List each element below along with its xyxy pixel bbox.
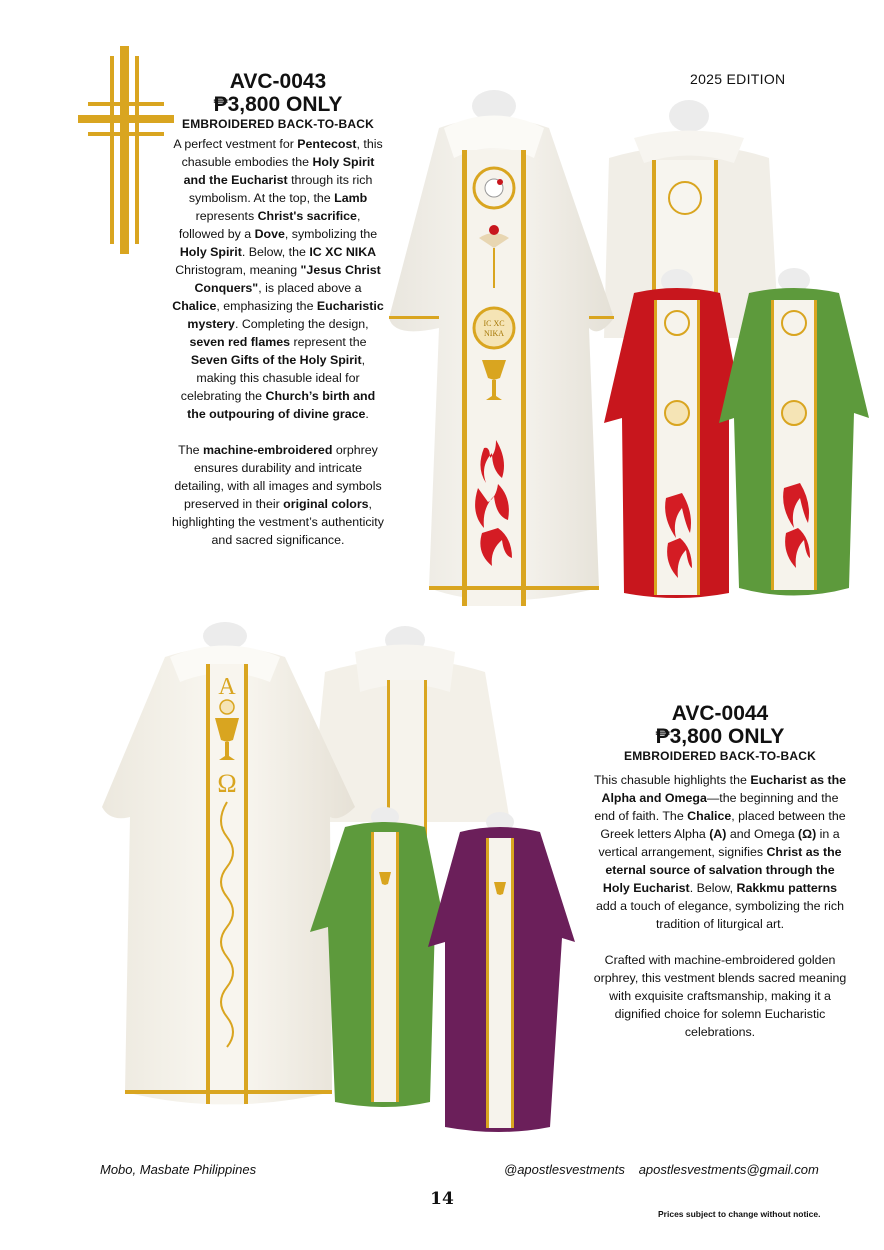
body-text: This chasuble highlights the bbox=[593, 773, 751, 787]
product-1-desc-para-1 bbox=[172, 135, 384, 423]
product-2-photo bbox=[100, 622, 580, 1162]
emphasis-text: Seven Gifts of the Holy Spirit bbox=[190, 353, 362, 367]
body-text: The bbox=[178, 443, 203, 457]
emphasis-text: Church’s birth and the outpouring of divine grace bbox=[187, 389, 376, 421]
body-text: , symbolizing the bbox=[284, 227, 378, 241]
body-text: . Below, the bbox=[241, 245, 310, 259]
product-2-price: ₱3,800 ONLY bbox=[655, 725, 785, 748]
footer-social: @apostlesvestments apostlesvestments@gmail.com bbox=[504, 1162, 819, 1177]
body-text: —the beginning and the end of faith. The bbox=[594, 791, 839, 823]
emphasis-text: Eucharist as the Alpha and Omega bbox=[601, 773, 847, 805]
emphasis-text: (Ω) bbox=[798, 827, 817, 841]
body-text: , is placed above a bbox=[258, 281, 362, 295]
page-number: 14 bbox=[430, 1189, 454, 1209]
emphasis-text: "Jesus Christ Conquers" bbox=[194, 263, 381, 295]
product-2-block bbox=[592, 702, 848, 1059]
body-text: represents bbox=[195, 209, 258, 223]
product-1-block bbox=[172, 70, 384, 567]
footer-location: Mobo, Masbate Philippines bbox=[100, 1162, 257, 1177]
emphasis-text: Dove bbox=[254, 227, 285, 241]
body-text: , this chasuble embodies the bbox=[181, 137, 383, 169]
emphasis-text: Christ's sacrifice bbox=[257, 209, 357, 223]
product-2-desc-para-1 bbox=[592, 771, 848, 933]
body-text: Christogram, meaning bbox=[175, 263, 301, 277]
product-1-price: ₱3,800 ONLY bbox=[213, 93, 343, 116]
body-text: in a vertical arrangement, signifies bbox=[598, 827, 840, 859]
emphasis-text: Chalice bbox=[172, 299, 217, 313]
product-1-photo bbox=[384, 88, 874, 618]
body-text: . Completing the design, bbox=[234, 317, 369, 331]
emphasis-text: original colors bbox=[283, 497, 369, 511]
body-text: , emphasizing the bbox=[216, 299, 317, 313]
emphasis-text: Holy Spirit bbox=[179, 245, 242, 259]
body-text: . Below, bbox=[689, 881, 737, 895]
body-text: represent the bbox=[290, 335, 367, 349]
body-text: orphrey ensures durability and intricate detailing, with all images and symbols preserved in their bbox=[174, 443, 382, 511]
emphasis-text: Rakkmu patterns bbox=[736, 881, 838, 895]
nika-medallion bbox=[474, 308, 514, 348]
mannequin-head-2 bbox=[669, 100, 709, 132]
body-text: , placed between the Greek letters Alpha bbox=[600, 809, 846, 841]
emphasis-text: Eucharistic mystery bbox=[187, 299, 384, 331]
alpha-symbol: A bbox=[218, 674, 236, 700]
cross-logo-icon bbox=[78, 46, 174, 256]
emphasis-text: (A) bbox=[709, 827, 727, 841]
emphasis-text: machine-embroidered bbox=[202, 443, 333, 457]
product-1-desc-para-2 bbox=[172, 441, 384, 549]
emphasis-text: Pentecost bbox=[297, 137, 357, 151]
product-1-description bbox=[172, 135, 384, 549]
omega-symbol: Ω bbox=[217, 769, 237, 798]
body-text: Crafted with machine-embroidered golden orphrey, this vestment blends sacred meaning with exquisite craftsmanship, making it a dignified choice for solemn Eucharistic celebrations. bbox=[593, 953, 847, 1039]
product-2-subtitle: EMBROIDERED BACK-TO-BACK bbox=[624, 749, 816, 763]
emphasis-text: Chalice bbox=[687, 809, 732, 823]
emphasis-text: Lamb bbox=[334, 191, 368, 205]
edition-label: 2025 EDITION bbox=[690, 71, 786, 87]
product-1-code: AVC-0043 bbox=[229, 70, 327, 93]
body-text: and Omega bbox=[726, 827, 799, 841]
body-text: A perfect vestment for bbox=[173, 137, 298, 151]
emphasis-text: IC XC NIKA bbox=[309, 245, 377, 259]
body-text: through its rich symbolism. At the top, the bbox=[188, 173, 373, 205]
body-text: . bbox=[365, 407, 369, 421]
nika-bottom-label: NIKA bbox=[484, 329, 504, 338]
body-text: , highlighting the vestment’s authenticity and sacred significance. bbox=[172, 497, 384, 547]
product-2-desc-para-2 bbox=[592, 951, 848, 1041]
price-disclaimer: Prices subject to change without notice. bbox=[658, 1209, 821, 1219]
body-text: , followed by a bbox=[178, 209, 361, 241]
body-text: , making this chasuble ideal for celebrating the bbox=[180, 353, 366, 403]
emphasis-text: Holy Spirit and the Eucharist bbox=[183, 155, 375, 187]
emphasis-text: Christ as the eternal source of salvation through the Holy Eucharist bbox=[602, 845, 842, 895]
product-2-code: AVC-0044 bbox=[671, 702, 769, 725]
nika-top-label: IC XC bbox=[483, 319, 505, 328]
body-text: add a touch of elegance, symbolizing the rich tradition of liturgical art. bbox=[596, 899, 844, 931]
product-2-description bbox=[592, 771, 848, 1041]
product-1-subtitle: EMBROIDERED BACK-TO-BACK bbox=[182, 117, 374, 131]
emphasis-text: seven red flames bbox=[189, 335, 291, 349]
